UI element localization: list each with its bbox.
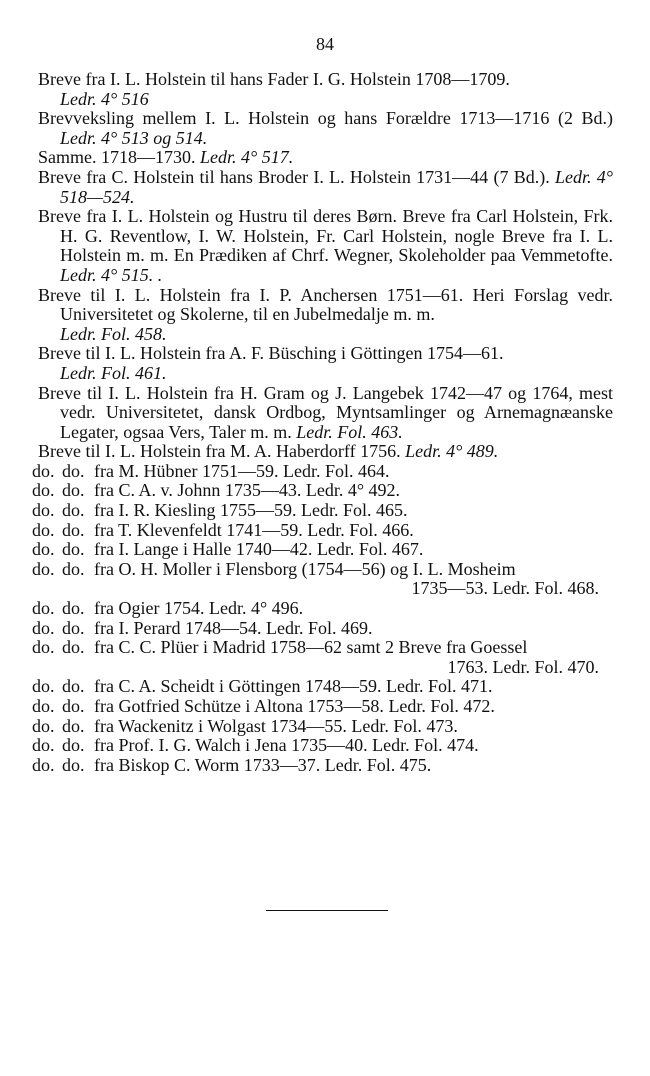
do-row: do. do. fra C. C. Plüer i Madrid 1758—62 samt 2 Breve fra Goessel 1763. Ledr. Fol. 470. [32, 637, 599, 677]
do-row: do. do. fra Biskop C. Worm 1733—37. Ledr. Fol. 475. [32, 754, 432, 775]
entry-ref: Ledr. 4° 515. . [60, 264, 163, 285]
entry-ref: Ledr. Fol. 472. [388, 696, 495, 716]
entry-list [32, 69, 613, 775]
entry-ref: Ledr. Fol. 473. [351, 715, 458, 736]
entry-ref: Ledr. Fol. 475. [324, 754, 432, 775]
entry-ref: Ledr. Fol. 470. [492, 656, 599, 677]
do-row: do. do. fra Prof. I. G. Walch i Jena 1735—40. Ledr. Fol. 474. [32, 735, 479, 756]
entry-ref: Ledr. Fol. 465. [300, 500, 408, 521]
do-row: do. do. fra I. Perard 1748—54. Ledr. Fol. 469. [32, 617, 373, 638]
do-row: do. do. fra I. R. Kiesling 1755—59. Ledr. Fol. 465. [32, 500, 408, 521]
entry: Breve til I. L. Holstein fra A. F. Büsching i Göttingen 1754—61. Ledr. Fol. 461. [38, 343, 504, 383]
do-row: do. do. fra Gotfried Schütze i Altona 1753—58. Ledr. Fol. 472. [32, 696, 495, 716]
do-row: do. do. fra O. H. Moller i Flensborg (1754—56) og I. L. Mosheim 1735—53. Ledr. Fol. 468. [32, 558, 599, 599]
entry: Breve til I. L. Holstein fra M. A. Haberdorff 1756. Ledr. 4° 489. [38, 441, 499, 462]
do-row: do. do. fra C. A. Scheidt i Göttingen 1748—59. Ledr. Fol. 471. [32, 676, 493, 697]
do-row: do. do. fra Wackenitz i Wolgast 1734—55. Ledr. Fol. 473. [32, 715, 458, 736]
entry-ref: Ledr. 4° 516 [60, 88, 149, 109]
entry: Breve til I. L. Holstein fra H. Gram og J. Langebek 1742—47 og 1764, mest vedr. Universitetet, dansk Ordbog, Myntsamlinger og Arnemagnæanske Legater, ogsaa Vers, Taler m. m. Ledr. Fol. 463. [38, 382, 613, 442]
do-row: do. do. fra T. Klevenfeldt 1741—59. Ledr. Fol. 466. [32, 519, 414, 540]
entry-ref: Ledr. 4° 513 og 514. [60, 127, 208, 148]
entry-ref: Ledr. Fol. 471. [385, 676, 493, 697]
entry-ref: Ledr. 4° 489. [405, 441, 499, 462]
entry: Breve fra C. Holstein til hans Broder I. L. Holstein 1731—44 (7 Bd.). Ledr. 4° 518—524. [38, 166, 613, 207]
entry: Breve fra I. L. Holstein til hans Fader I. G. Holstein 1708—1709. Ledr. 4° 516 [38, 69, 510, 109]
entry-ref: Ledr. 4° 518—524. [60, 166, 613, 207]
entry-ref: Ledr. Fol. 458. [60, 323, 167, 344]
do-row: do. do. fra I. Lange i Halle 1740—42. Ledr. Fol. 467. [32, 539, 424, 560]
entry-ref: Ledr. Fol. 461. [60, 362, 167, 383]
do-row: do. do. fra C. A. v. Johnn 1735—43. Ledr. 4° 492. [32, 480, 401, 501]
do-row: do. do. fra M. Hübner 1751—59. Ledr. Fol. 464. [32, 460, 390, 481]
entry-ref: Ledr. Fol. 464. [282, 460, 390, 481]
entry-ref: Ledr. Fol. 468. [492, 578, 599, 599]
do-list [32, 462, 613, 776]
do-row: do. do. fra Ogier 1754. Ledr. 4° 496. [32, 598, 304, 619]
entry-ref: Ledr. Fol. 469. [265, 617, 373, 638]
page-number: 84 [316, 34, 334, 54]
entry: Brevveksling mellem I. L. Holstein og hans Forældre 1713—1716 (2 Bd.) Ledr. 4° 513 og 514. [38, 108, 613, 148]
entry: Breve til I. L. Holstein fra I. P. Anchersen 1751—61. Heri Forslag vedr. Universitetet og Skolerne, til en Jubelmedalje m. m. Ledr. Fol. 458. [38, 284, 613, 344]
entry-ref: Ledr. Fol. 467. [316, 539, 424, 560]
section-rule [266, 910, 388, 911]
entry: Samme. 1718—1730. Ledr. 4° 517. [38, 147, 294, 168]
entry-ref: Ledr. 4° 496. [208, 598, 304, 619]
entry-ref: Ledr. Fol. 474. [372, 735, 479, 756]
entry-ref: Ledr. Fol. 466. [307, 519, 414, 540]
entry-ref: Ledr. 4° 517. [200, 147, 294, 168]
entry-ref: Ledr. Fol. 463. [296, 421, 403, 442]
entry: Breve fra I. L. Holstein og Hustru til deres Børn. Breve fra Carl Holstein, Frk. H. G. Reventlow, I. W. Holstein, Fr. Carl Holstein, nogle Breve fra I. L. Holstein m. m. En Prædiken af Chrf. Wegner, Skoleholder paa Vemmetofte. Ledr. 4° 515. . [38, 206, 613, 285]
entry-ref: Ledr. 4° 492. [305, 480, 401, 501]
